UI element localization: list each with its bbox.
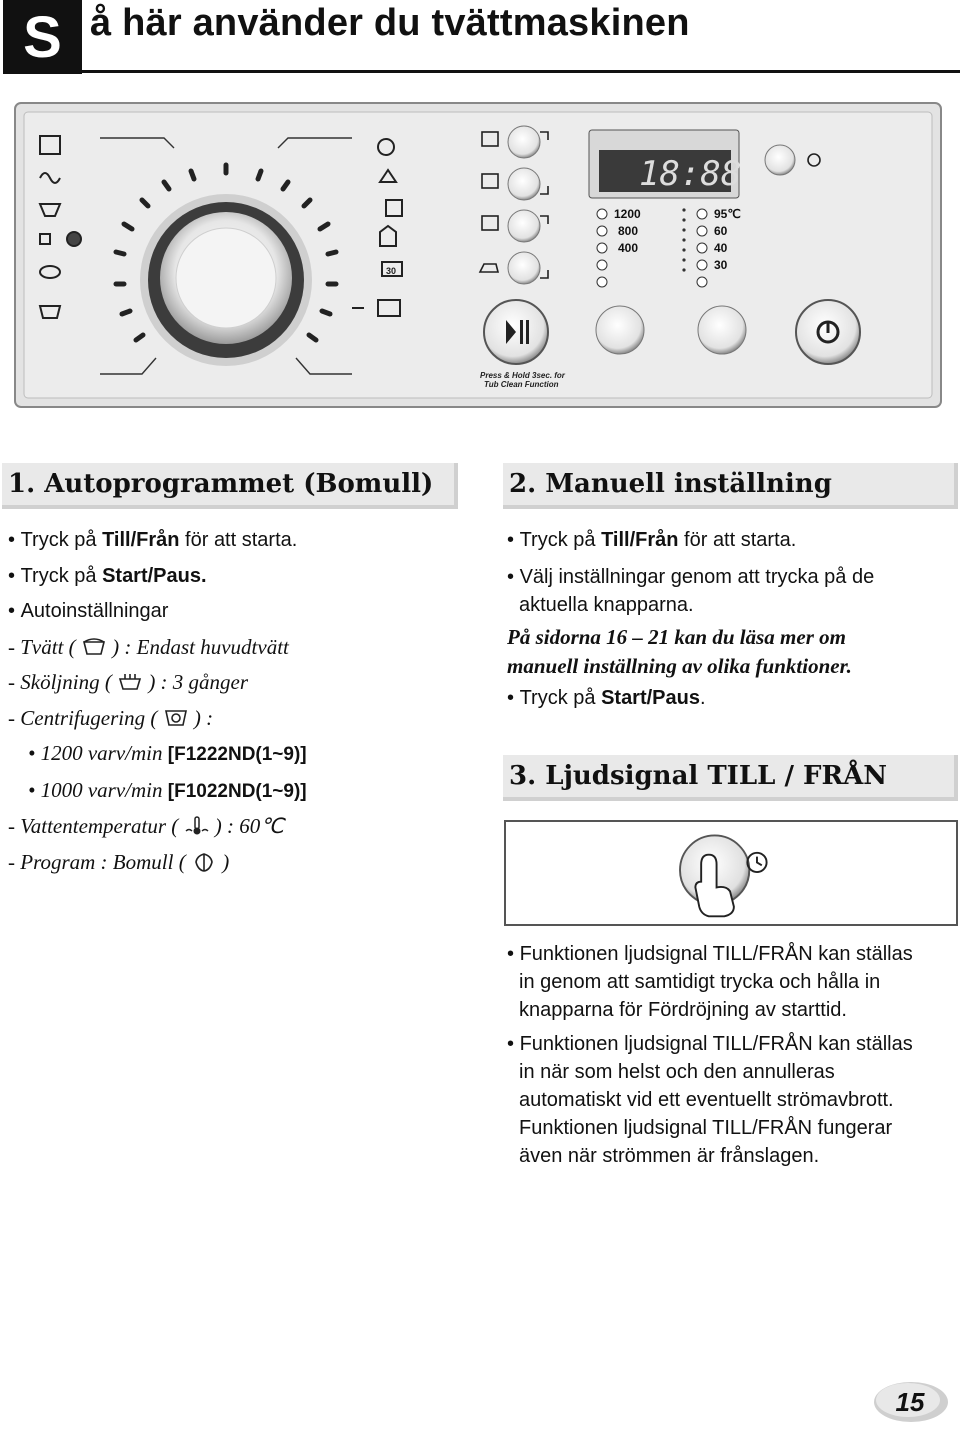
display-readout: 18:88 [639,154,742,194]
thermometer-icon [184,815,210,837]
program-dial[interactable] [140,194,312,366]
spin-option: • 1200 varv/min [F1222ND(1~9)] [28,741,307,765]
list-item: • Tryck på Till/Från för att starta. [507,529,797,551]
cotton-icon [191,851,217,873]
svg-text:Tub Clean Function: Tub Clean Function [484,380,559,389]
svg-text:30: 30 [714,258,728,272]
list-item-continuation: aktuella knapparna. [519,593,694,616]
header-rule [82,70,960,73]
svg-text:400: 400 [618,241,639,255]
section-heading-beep: 3. Ljudsignal TILL / FRÅN [503,755,958,801]
section2-body [507,523,874,716]
setting-temperature: - Vattentemperatur ( ) : 60℃ [8,814,284,838]
setting-wash: - Tvätt ( ) : Endast huvudtvätt [8,634,289,659]
beep-paragraph-2: • Funktionen ljudsignal TILL/FRÅN kan ställas in när som helst och den annulleras automatiskt vid ett eventuellt strömavbrott. Funktionen ljudsignal TILL/FRÅN fungerar även när strömmen är frånslagen. [507,1033,913,1167]
list-item: • Autoinställningar [8,600,169,622]
rinse-icon [117,671,143,693]
svg-text:800: 800 [618,224,639,238]
page-number-badge [872,1380,950,1424]
spin-button[interactable] [596,306,644,354]
section-heading-auto-program: 1. Autoprogrammet (Bomull) [2,463,458,509]
list-item: • Tryck på Start/Paus. [507,686,706,709]
list-item: • Tryck på Start/Paus. [8,564,207,587]
list-item: • Välj inställningar genom att trycka på de [507,565,875,588]
svg-text:1200: 1200 [614,207,641,221]
svg-text:30: 30 [386,266,397,276]
power-button[interactable] [796,300,860,364]
temperature-button[interactable] [698,306,746,354]
list-item: • Tryck på Till/Från för att starta. [8,529,298,551]
delay-button-illustration [504,820,958,926]
section-letter: S [23,4,62,70]
setting-program: - Program : Bomull ( ) [8,849,230,874]
setting-spin: - Centrifugering ( ) : [8,705,214,730]
svg-text:Press & Hold 3sec. for: Press & Hold 3sec. for [480,371,565,380]
delay-start-button[interactable] [765,145,795,175]
wash-icon [81,636,107,658]
section-letter-box [3,0,82,74]
beep-paragraph-1: • Funktionen ljudsignal TILL/FRÅN kan ställas in genom att samtidigt trycka och hålla in knapparna för Fördröjning av starttid. [507,943,913,1021]
page-number: 15 [895,1387,925,1417]
spin-icon [163,707,189,729]
control-panel-illustration [14,102,942,408]
svg-text:40: 40 [714,241,728,255]
reference-note: På sidorna 16 – 21 kan du läsa mer om manuell inställning av olika funktioner. [507,624,852,678]
svg-text:60: 60 [714,224,728,238]
setting-rinse: - Sköljning ( ) : 3 gånger [8,670,249,694]
svg-text:95℃: 95℃ [714,207,741,221]
spin-option: • 1000 varv/min [F1022ND(1~9)] [28,777,307,802]
section1-body [8,523,307,880]
section-heading-manual-setting: 2. Manuell inställning [503,463,958,509]
page-title: å här använder du tvättmaskinen [90,2,690,44]
start-pause-button[interactable] [484,300,548,364]
